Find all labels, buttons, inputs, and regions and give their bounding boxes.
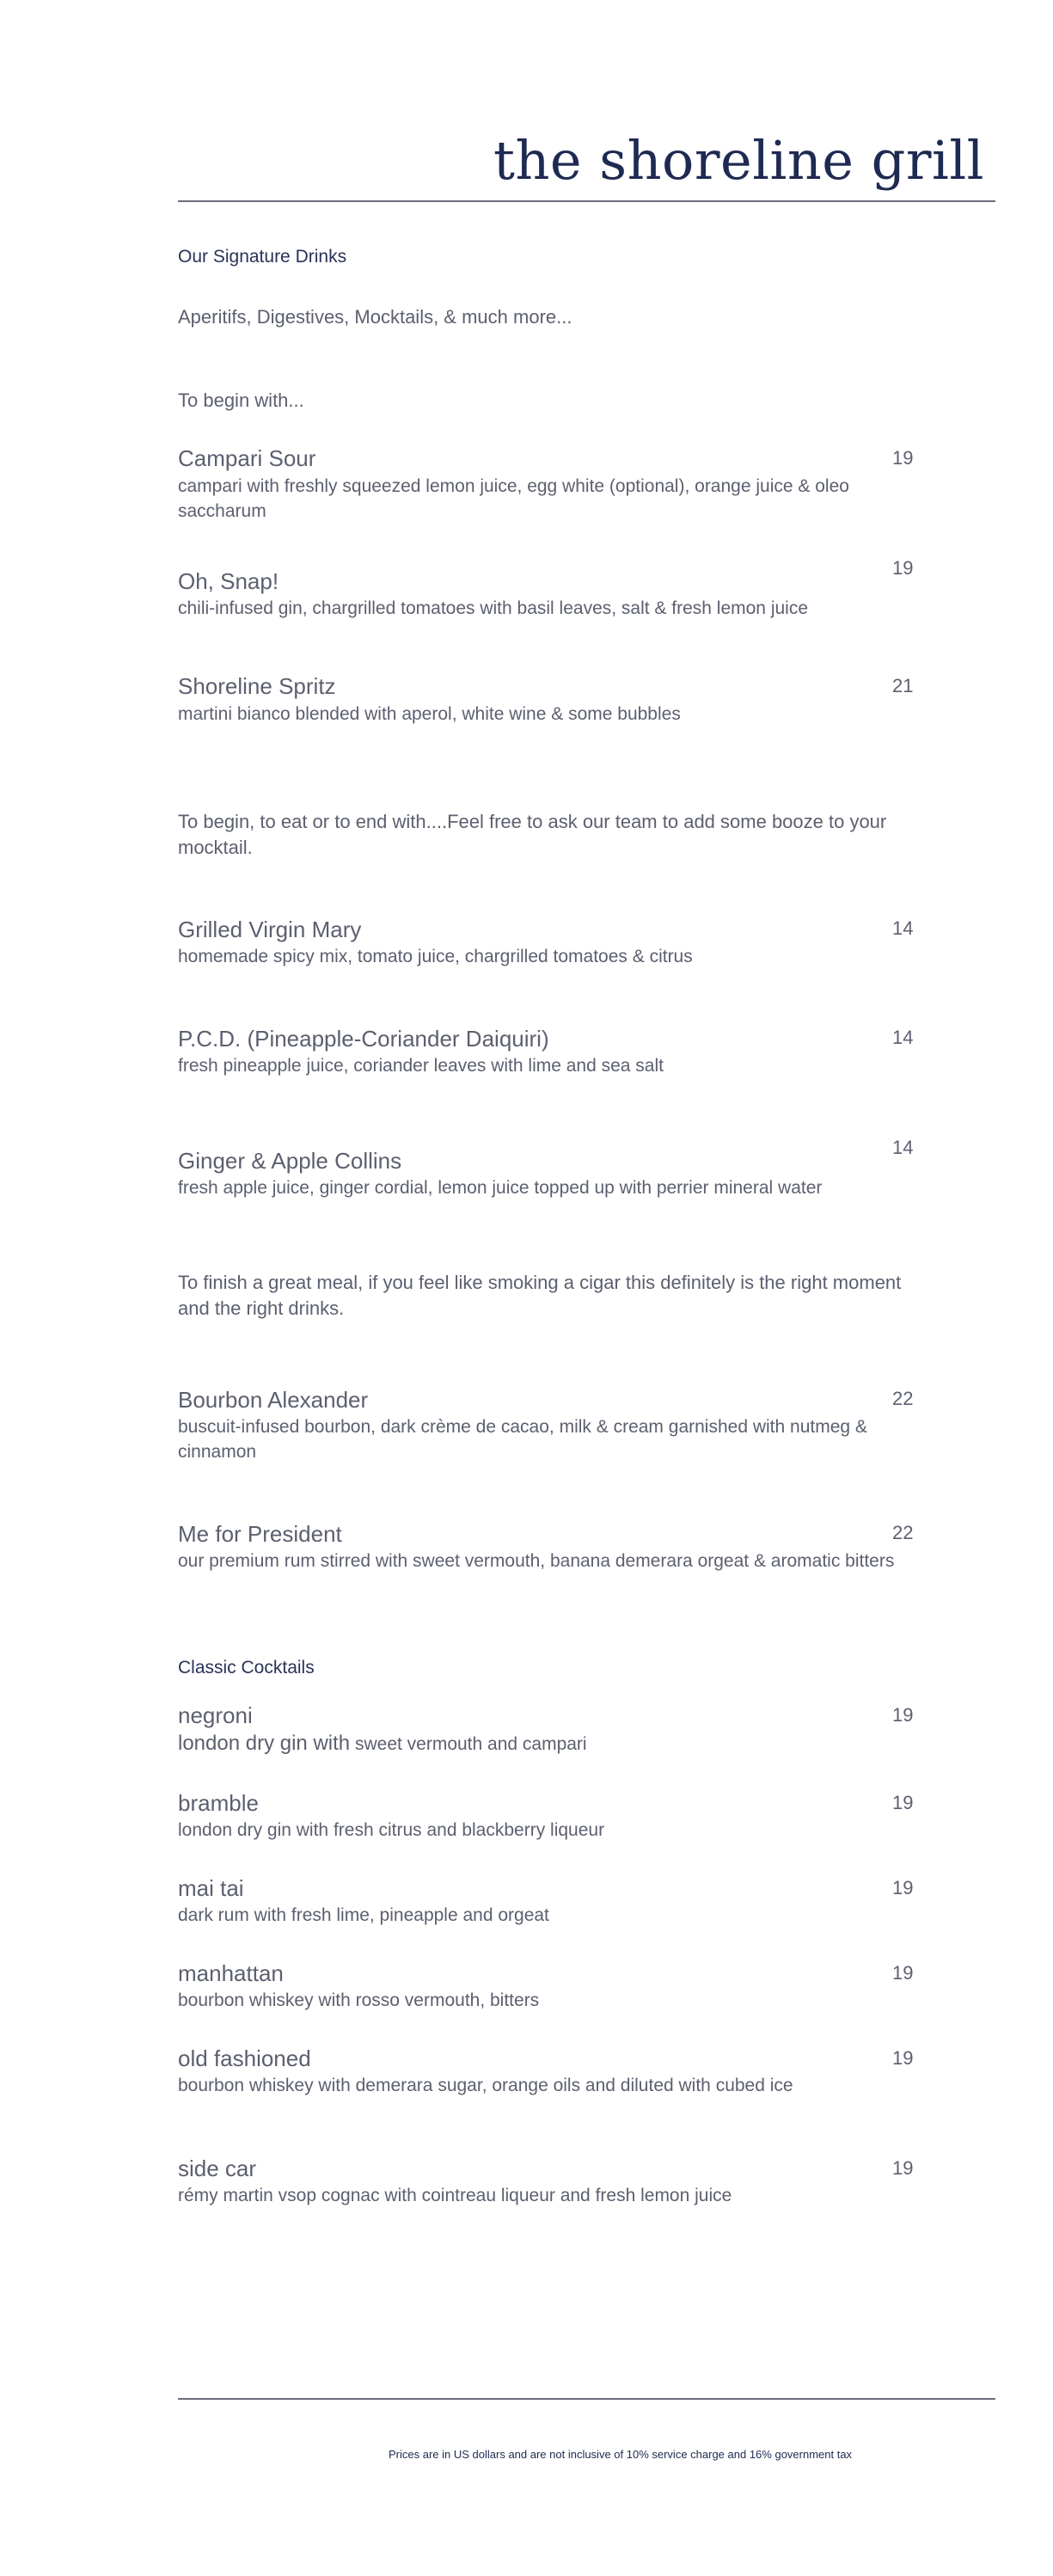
menu-item-description: fresh pineapple juice, coriander leaves with lime and sea salt xyxy=(178,1056,664,1076)
footer-note: Prices are in US dollars and are not inclusive of 10% service charge and 16% government tax xyxy=(389,2448,853,2461)
menu-item-price: 14 xyxy=(892,1027,914,1048)
menu-item-name: Grilled Virgin Mary xyxy=(178,917,362,942)
menu-item-price: 19 xyxy=(892,1792,914,1813)
menu-item-description: dark rum with fresh lime, pineapple and orgeat xyxy=(178,1905,549,1925)
menu-item-name: Shoreline Spritz xyxy=(178,673,336,699)
menu-item-name: Me for President xyxy=(178,1521,342,1547)
menu-item-name: negroni xyxy=(178,1702,253,1728)
menu-item-description xyxy=(178,1731,900,1757)
menu-item-description: chili-infused gin, chargrilled tomatoes with basil leaves, salt & fresh lemon juice xyxy=(178,598,809,618)
menu-item-price: 19 xyxy=(892,447,914,469)
classic-cocktails-heading: Classic Cocktails xyxy=(178,1658,315,1677)
menu-item-description: fresh apple juice, ginger cordial, lemon juice topped up with perrier mineral water xyxy=(178,1178,823,1198)
menu-item-price: 14 xyxy=(892,917,914,939)
menu-item-price: 19 xyxy=(892,2157,914,2179)
menu-item-price: 19 xyxy=(892,1704,914,1726)
section-intro-begin: To begin with... xyxy=(178,389,304,411)
menu-item-name: manhattan xyxy=(178,1960,284,1986)
menu-item-description: homemade spicy mix, tomato juice, chargrilled tomatoes & citrus xyxy=(178,947,693,966)
signature-drinks-subheading: Aperitifs, Digestives, Mocktails, & much more... xyxy=(178,306,572,328)
menu-item-description-rest: sweet vermouth and campari xyxy=(354,1734,587,1754)
footer-divider xyxy=(178,2398,995,2400)
menu-item-price: 14 xyxy=(892,1137,914,1158)
menu-item-price: 22 xyxy=(892,1388,914,1409)
menu-item-name: side car xyxy=(178,2156,257,2181)
menu-item-description: bourbon whiskey with rosso vermouth, bitters xyxy=(178,1990,540,2010)
menu-item-description: rémy martin vsop cognac with cointreau liqueur and fresh lemon juice xyxy=(178,2186,732,2205)
menu-item-description: martini bianco blended with aperol, white wine & some bubbles xyxy=(178,704,681,724)
menu-item-price: 22 xyxy=(892,1522,914,1543)
menu-item-price: 19 xyxy=(892,1877,914,1898)
menu-item-description: our premium rum stirred with sweet vermouth, banana demerara orgeat & aromatic bitters xyxy=(178,1551,895,1571)
menu-item-price: 19 xyxy=(892,557,914,579)
section-intro-finish: To finish a great meal, if you feel like smoking a cigar this definitely is the right moment and the right drinks. xyxy=(178,1272,902,1319)
menu-item-price: 19 xyxy=(892,2047,914,2069)
menu-item-name: mai tai xyxy=(178,1875,244,1901)
header-divider xyxy=(178,200,995,202)
menu-item-name: Ginger & Apple Collins xyxy=(178,1148,402,1174)
menu-item-name: bramble xyxy=(178,1790,259,1816)
menu-item-name: P.C.D. (Pineapple-Coriander Daiquiri) xyxy=(178,1026,549,1052)
menu-item-description: bourbon whiskey with demerara sugar, orange oils and diluted with cubed ice xyxy=(178,2076,793,2095)
menu-item-name: old fashioned xyxy=(178,2045,311,2071)
menu-item-price: 19 xyxy=(892,1962,914,1984)
menu-item-description: campari with freshly squeezed lemon juice, egg white (optional), orange juice & oleo saccharum xyxy=(178,476,849,521)
menu-item-name: Oh, Snap! xyxy=(178,568,279,594)
menu-item-name: Campari Sour xyxy=(178,445,316,471)
section-intro-mocktails: To begin, to eat or to end with....Feel free to ask our team to add some booze to your mocktail. xyxy=(178,811,887,858)
menu-item-description-lead: london dry gin with xyxy=(178,1732,351,1755)
restaurant-logo: the shoreline grill xyxy=(493,129,984,192)
menu-item-name: Bourbon Alexander xyxy=(178,1387,369,1413)
menu-item-description: buscuit-infused bourbon, dark crème de cacao, milk & cream garnished with nutmeg & cinnamon xyxy=(178,1417,867,1462)
menu-item-description: london dry gin with fresh citrus and blackberry liqueur xyxy=(178,1820,605,1840)
menu-item-price: 21 xyxy=(892,675,914,696)
signature-drinks-heading: Our Signature Drinks xyxy=(178,247,347,267)
